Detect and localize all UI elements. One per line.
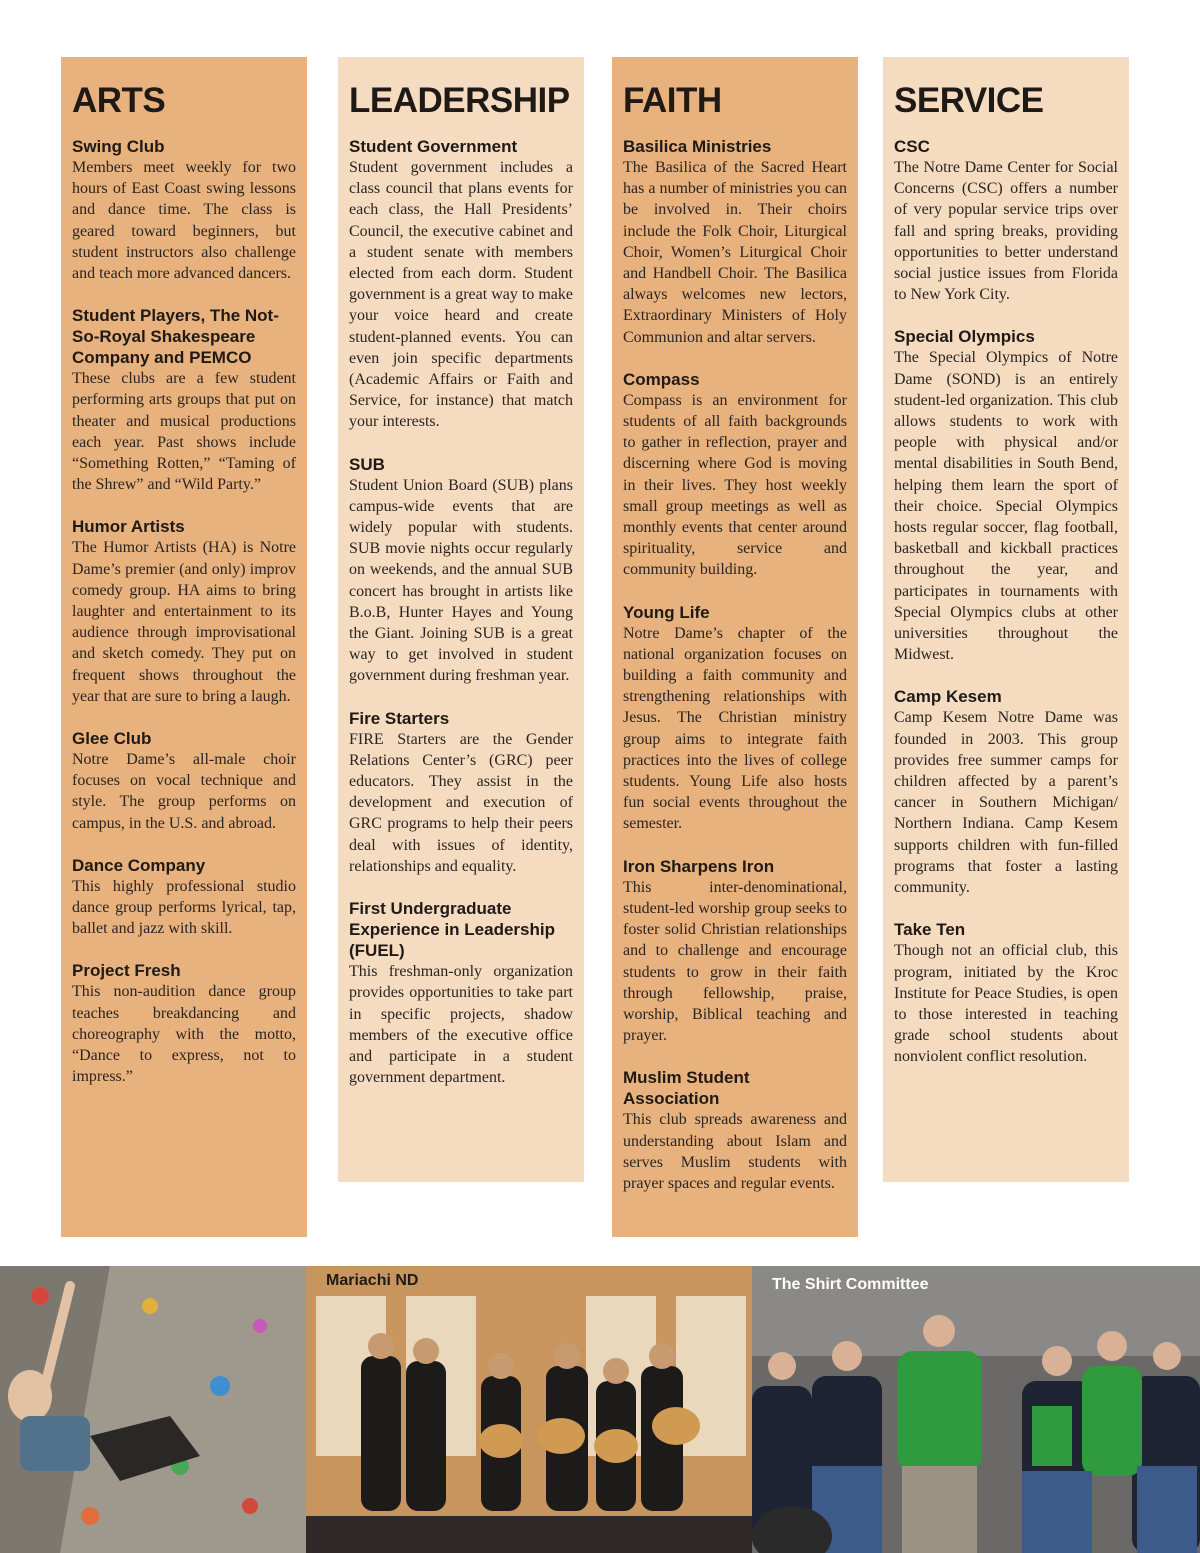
service-heading: SERVICE bbox=[894, 81, 1044, 120]
club-name: Muslim Student Association bbox=[623, 1068, 750, 1109]
club-entry bbox=[623, 602, 847, 835]
club-entry bbox=[349, 136, 573, 433]
club-entry bbox=[349, 898, 573, 1088]
club-description: Notre Dame’s all-male choir focuses on vocal technique and style. The group performs on campus, in the U.S. and abroad. bbox=[72, 751, 296, 832]
club-description: These clubs are a few student performing arts groups that put on theater and musical productions each year. Past shows include “Something Rotten,” “Taming of the Shrew” and “Wild Party.” bbox=[72, 370, 296, 494]
club-name: SUB bbox=[349, 454, 385, 474]
club-name: Glee Club bbox=[72, 729, 152, 749]
club-name: First Undergraduate Experience in Leadership (FUEL) bbox=[349, 899, 555, 961]
club-description: The Basilica of the Sacred Heart has a number of ministries you can be involved in. Their choirs include the Folk Choir, Liturgical Choir, Women’s Liturgical Choir and Handbell Choir. The Basilica always welcomes new lectors, Extraordinary Ministers of Holy Communion and altar servers. bbox=[623, 159, 847, 346]
club-name: Project Fresh bbox=[72, 961, 181, 981]
club-entry bbox=[72, 728, 296, 834]
club-description: The Notre Dame Center for Social Concerns (CSC) offers a number of very popular service trips over fall and spring breaks, providing opportunities to better understand social justice issues from Florida to New York City. bbox=[894, 159, 1118, 304]
club-entry bbox=[72, 960, 296, 1087]
club-description: This inter-denominational, student-led worship group seeks to foster solid Christian relationships and to challenge and encourage students to grow in their faith through fellowship, praise, worship, Biblical teaching and prayer. bbox=[623, 878, 847, 1045]
club-description: FIRE Starters are the Gender Relations Center’s (GRC) peer educators. They assist in the development and execution of GRC programs to help their peers deal with issues of identity, relationships and equality. bbox=[349, 730, 573, 875]
climbing-illustration bbox=[0, 1266, 306, 1553]
club-description: Compass is an environment for students of all faith backgrounds to gather in reflection, prayer and discerning where God is moving in their lives. They host weekly small group meetings as well as monthly events that center around spirituality, service and community building. bbox=[623, 391, 847, 579]
club-description: The Special Olympics of Notre Dame (SOND) is an entirely student-led organization. This club allows students to work with people with physical and/or mental disabilities in South Bend, helping them learn the sport of their choice. Special Olympics hosts regular soccer, flag football, basketball and kickball practices throughout the year, and participates in tournaments with Special Olympics clubs at other universities throughout the Midwest. bbox=[894, 349, 1118, 664]
club-entry bbox=[623, 136, 847, 348]
club-description: Though not an official club, this program, initiated by the Kroc Institute for Peace Studies, is open to those interested in teaching grade school students about nonviolent conflict resolution. bbox=[894, 942, 1118, 1066]
club-entry bbox=[894, 686, 1118, 898]
club-name: CSC bbox=[894, 137, 930, 156]
club-name: Student Government bbox=[349, 137, 518, 156]
shirt-committee-photo bbox=[752, 1266, 1200, 1553]
club-entry bbox=[349, 708, 573, 877]
club-entry bbox=[623, 856, 847, 1047]
club-entry bbox=[623, 369, 847, 581]
club-name: Iron Sharpens Iron bbox=[623, 856, 775, 876]
club-name: Dance Company bbox=[72, 855, 206, 875]
leadership-heading: LEADERSHIP bbox=[349, 81, 570, 120]
club-description: Notre Dame’s chapter of the national organization focuses on building a faith community and strengthening relationships with Jesus. The Christian ministry group aims to integrate faith practices into the lives of college students. Young Life also hosts fun social events throughout the semester. bbox=[623, 624, 847, 833]
club-description: This highly professional studio dance group performs lyrical, tap, ballet and jazz with skill. bbox=[72, 877, 296, 938]
club-description: This freshman-only organization provides opportunities to take part in specific projects, shadow members of the executive office and participate in a student government department. bbox=[349, 963, 573, 1087]
faith-heading: FAITH bbox=[623, 81, 722, 120]
club-description: This non-audition dance group teaches breakdancing and choreography with the motto, “Dance to express, not to impress.” bbox=[72, 983, 296, 1086]
club-name: Take Ten bbox=[894, 920, 966, 940]
mariachi-caption: Mariachi ND bbox=[326, 1272, 419, 1289]
club-name: Humor Artists bbox=[72, 517, 185, 537]
arts-heading: ARTS bbox=[72, 81, 166, 120]
club-description: Camp Kesem Notre Dame was founded in 2003. This group provides free summer camps for children affected by a parent’s cancer in Southern Michigan/ Northern Indiana. Camp Kesem supports children with fun-filled programs that foster a lasting community. bbox=[894, 709, 1118, 897]
shirt-committee-caption: The Shirt Committee bbox=[772, 1276, 929, 1293]
club-entry bbox=[894, 919, 1118, 1067]
service-column bbox=[883, 57, 1129, 1182]
club-name: Special Olympics bbox=[894, 327, 1035, 347]
club-description: Members meet weekly for two hours of East Coast swing lessons and dance time. The class is geared toward beginners, but student instructors also challenge and teach more advanced dancers. bbox=[72, 159, 296, 283]
club-entry bbox=[72, 305, 296, 495]
club-entry bbox=[72, 516, 296, 707]
faith-column bbox=[612, 57, 858, 1237]
club-entry bbox=[72, 136, 296, 284]
climbing-wall-photo bbox=[0, 1266, 306, 1553]
club-description: Student government includes a class council that plans events for each class, the Hall Presidents’ Council, the executive cabinet and a student senate with members elected from each dorm. Student government is a great way to make your voice heard and create student-planned events. You can even join specific departments (Academic Affairs or Faith and Service, for instance) that match your interests. bbox=[349, 159, 573, 431]
leadership-column bbox=[338, 57, 584, 1182]
club-description: The Humor Artists (HA) is Notre Dame’s premier (and only) improv comedy group. HA aims to bring laughter and entertainment to its audience through improvisational and sketch comedy. They put on frequent shows throughout the year that are sure to bring a laugh. bbox=[72, 539, 296, 705]
arts-column bbox=[61, 57, 307, 1237]
club-entry bbox=[349, 454, 573, 687]
club-name: Fire Starters bbox=[349, 708, 450, 728]
club-name: Swing Club bbox=[72, 137, 165, 156]
club-name: Student Players, The Not-So-Royal Shakespeare Company and PEMCO bbox=[72, 306, 279, 368]
club-name: Basilica Ministries bbox=[623, 137, 772, 156]
mariachi-photo bbox=[306, 1266, 752, 1553]
club-entry bbox=[72, 855, 296, 940]
club-name: Compass bbox=[623, 369, 700, 389]
club-name: Camp Kesem bbox=[894, 687, 1002, 707]
club-entry bbox=[894, 326, 1118, 665]
shirt-committee-illustration bbox=[752, 1266, 1200, 1553]
mariachi-illustration bbox=[306, 1266, 752, 1553]
club-entry bbox=[894, 136, 1118, 305]
club-entry bbox=[623, 1067, 847, 1194]
club-description: This club spreads awareness and understanding about Islam and serves Muslim students with prayer spaces and regular events. bbox=[623, 1111, 847, 1192]
club-description: Student Union Board (SUB) plans campus-wide events that are widely popular with students. SUB movie nights occur regularly on weekends, and the annual SUB concert has brought in artists like B.o.B, Hunter Hayes and Young the Giant. Joining SUB is a great way to get involved in student government during freshman year. bbox=[349, 476, 573, 685]
club-name: Young Life bbox=[623, 602, 710, 622]
